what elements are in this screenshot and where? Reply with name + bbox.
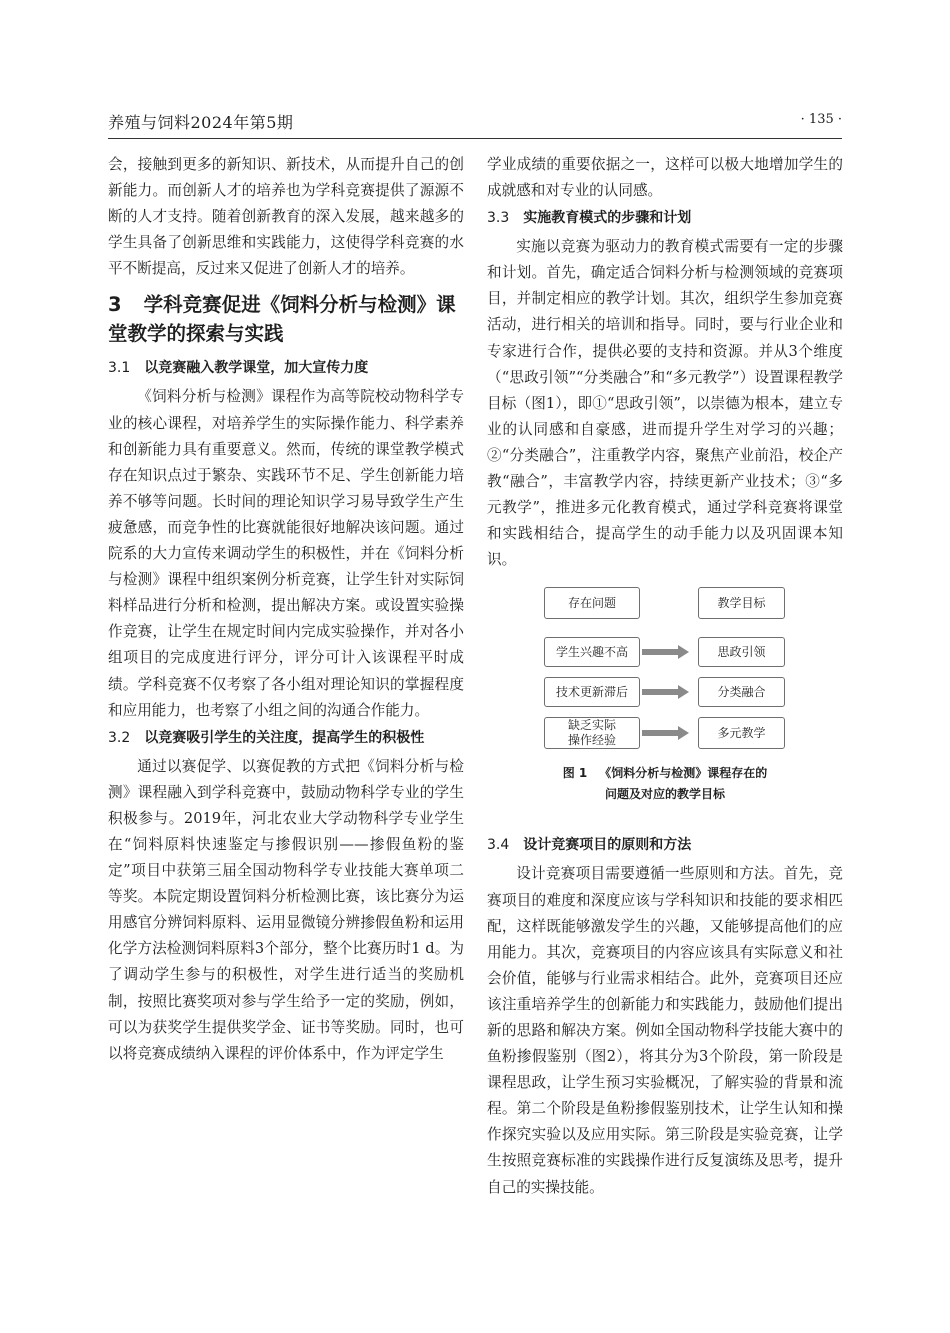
arrow-right-icon xyxy=(640,685,690,699)
running-header xyxy=(108,108,842,139)
subsection-3-4-heading xyxy=(487,833,843,858)
section-number: 3 xyxy=(108,293,122,317)
problem-box-3 xyxy=(544,717,640,749)
section-3-heading xyxy=(108,290,464,348)
paragraph-continued: 会，接触到更多的新知识、新技术，从而提升自己的创新能力。而创新人才的培养也为学科竞赛提供了源源不断的人才支持。随着创新教育的深入发展，越来越多的学生具备了创新思维和实践能力，这使得学科竞赛的水平不断提高，反过来又促进了创新人才的培养。 xyxy=(108,156,464,278)
section-title: 学科竞赛促进《饲料分析与检测》课堂教学的探索与实践 xyxy=(108,293,456,346)
journal-title: 养殖与饲料2024年第5期 xyxy=(108,113,294,132)
paragraph-3-1: 《饲料分析与检测》课程作为高等院校动物科学专业的核心课程，对培养学生的实际操作能力、科学素养和创新能力具有重要意义。然而，传统的课堂教学模式存在知识点过于繁杂、实践环节不足、学生创新能力培养不够等问题。长时间的理论知识学习易导致学生产生疲惫感，而竞争性的比赛就能很好地解决该问题。通过院系的大力宣传来调动学生的积极性，并在《饲料分析与检测》课程中组织案例分析竞赛，让学生针对实际饲料样品进行分析和检测，提出解决方案。或设置实验操作竞赛，让学生在规定时间内完成实验操作，并对各小组项目的完成度进行评分，评分可计入该课程平时成绩。学科竞赛不仅考察了各小组对理论知识的掌握程度和应用能力，也考察了小组之间的沟通合作能力。 xyxy=(108,388,464,719)
subsection-number: 3.3 xyxy=(487,210,510,227)
left-column xyxy=(108,152,464,1067)
subsection-title: 以竞赛吸引学生的关注度，提高学生的积极性 xyxy=(144,729,425,746)
goal-box-1: 思政引领 xyxy=(698,637,785,667)
paragraph-3-2: 通过以赛促学、以赛促教的方式把《饲料分析与检测》课程融入到学科竞赛中，鼓励动物科学专业的学生积极参与。2019年，河北农业大学动物科学专业学生在“饲料原料快速鉴定与掺假识别——掺假鱼粉的鉴定”项目中获第三届全国动物科学专业技能大赛单项二等奖。本院定期设置饲料分析检测比赛，该比赛分为运用感官分辨饲料原料、运用显微镜分辨掺假鱼粉和运用化学方法检测饲料原料3个部分，整个比赛历时1 d。为了调动学生参与的积极性，对学生进行适当的奖励机制，按照比赛奖项对参与学生给予一定的奖励，例如，可以为获奖学生提供奖学金、证书等奖励。同时，也可以将竞赛成绩纳入课程的评价体系中，作为评定学生 xyxy=(108,757,464,1062)
subsection-title: 设计竞赛项目的原则和方法 xyxy=(523,837,692,854)
subsection-title: 以竞赛融入教学课堂，加大宣传力度 xyxy=(144,360,369,377)
paragraph-3-3: 实施以竞赛为驱动力的教育模式需要有一定的步骤和计划。首先，确定适合饲料分析与检测领域的竞赛项目，并制定相应的教学计划。其次，组织学生参加竞赛活动，进行相关的培训和指导。同时，要与行业企业和专家进行合作，提供必要的支持和资源。并从3个维度（“思政引领”“分类融合”和“多元教学”）设置课程教学目标（图1），即①“思政引领”，以崇德为根本，建立专业的认同感和自豪感，进而提升学生对学习的兴趣；②“分类融合”，注重教学内容，聚焦产业前沿，校企产教“融合”，丰富教学内容，持续更新产业技术；③“多元教学”，推进多元化教育模式，通过学科竞赛将课堂和实践相结合，提高学生的动手能力以及巩固课本知识。 xyxy=(487,238,843,569)
arrow-right-icon xyxy=(640,726,690,740)
right-column xyxy=(487,152,843,1201)
page-number: · 135 · xyxy=(800,112,842,127)
subsection-title: 实施教育模式的步骤和计划 xyxy=(523,210,692,227)
paragraph-3-4: 设计竞赛项目需要遵循一些原则和方法。首先，竞赛项目的难度和深度应该与学科知识和技能的要求相匹配，这样既能够激发学生的兴趣，又能够提高他们的应用能力。其次，竞赛项目的内容应该具有实际意义和社会价值，能够与行业需求相结合。此外，竞赛项目还应该注重培养学生的创新能力和实践能力，鼓励他们提出新的思路和解决方案。例如全国动物科学技能大赛中的鱼粉掺假鉴别（图2），将其分为3个阶段，第一阶段是课程思政，让学生预习实验概况，了解实验的背景和流程。第二个阶段是鱼粉掺假鉴别技术，让学生认知和操作探究实验以及应用实际。第三阶段是实验竞赛，让学生按照竞赛标准的实践操作进行反复演练及思考，提升自己的实操技能。 xyxy=(487,865,843,1196)
figure-caption-line1: 《饲料分析与检测》课程存在的 xyxy=(599,766,768,781)
figure-right-header: 教学目标 xyxy=(698,587,785,619)
problem-box-2: 技术更新滞后 xyxy=(544,677,640,707)
problem-box-1: 学生兴趣不高 xyxy=(544,637,640,667)
subsection-3-3-heading xyxy=(487,206,843,231)
figure-caption-line2: 问题及对应的教学目标 xyxy=(604,787,725,802)
arrow-right-icon xyxy=(640,645,690,659)
problem-box-3-line2: 操作经验 xyxy=(567,733,616,748)
goal-box-2: 分类融合 xyxy=(698,677,785,707)
subsection-number: 3.1 xyxy=(108,360,131,377)
subsection-number: 3.4 xyxy=(487,837,510,854)
figure-1 xyxy=(487,577,843,827)
subsection-number: 3.2 xyxy=(108,729,131,746)
problem-box-3-line1: 缺乏实际 xyxy=(567,718,616,733)
figure-left-header: 存在问题 xyxy=(544,587,640,619)
subsection-3-1-heading xyxy=(108,356,464,381)
figure-label: 图 1 xyxy=(562,766,588,781)
figure-caption xyxy=(487,763,843,805)
subsection-3-2-heading xyxy=(108,726,464,751)
paragraph-continued-right: 学业成绩的重要依据之一，这样可以极大地增加学生的成就感和对专业的认同感。 xyxy=(487,156,843,200)
goal-box-3: 多元教学 xyxy=(698,717,785,749)
